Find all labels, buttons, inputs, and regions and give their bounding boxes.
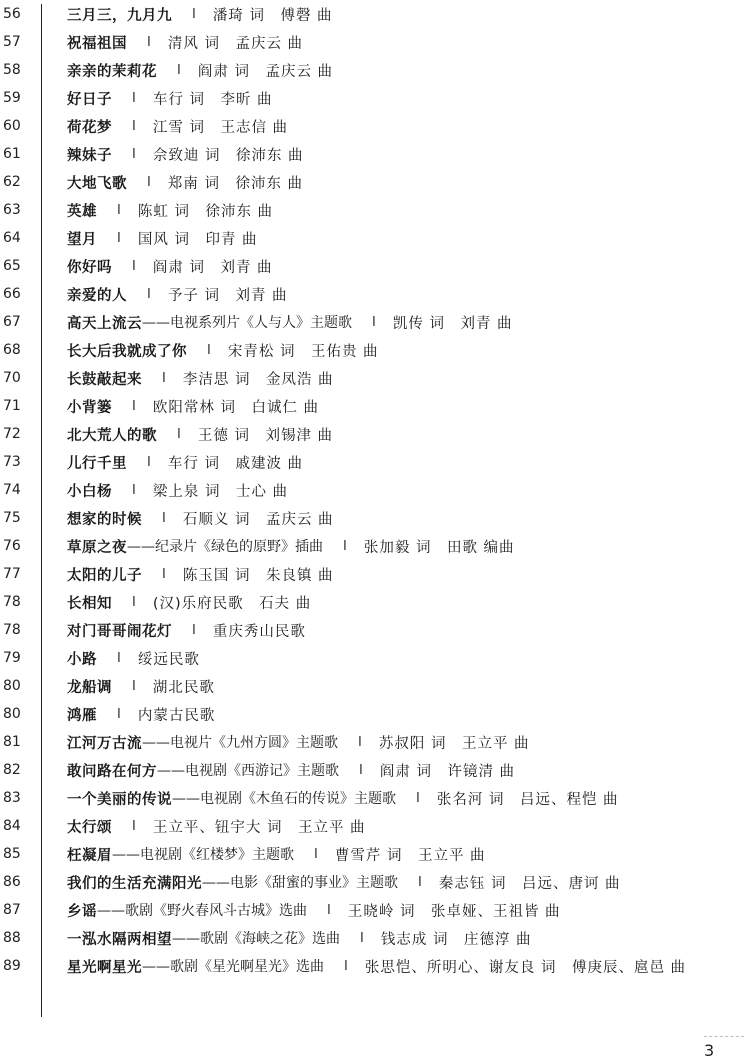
- song-credits: 内蒙古民歌: [137, 707, 216, 724]
- song-credits: 张思恺、所明心、谢友良 词 傅庚辰、扈邑 曲: [364, 959, 687, 976]
- song-title: 对门哥哥闹花灯: [67, 623, 172, 640]
- song-title: 一泓水隔两相望: [67, 931, 172, 948]
- song-credits: 曹雪芹 词 王立平 曲: [334, 847, 486, 864]
- separator-mark: Ⅰ: [372, 314, 376, 330]
- separator-mark: Ⅰ: [147, 286, 151, 302]
- entry-content: [67, 844, 486, 865]
- separator-mark: Ⅰ: [132, 118, 136, 134]
- entry-page-number: 73: [3, 454, 21, 470]
- song-title: 我们的生活充满阳光: [67, 875, 202, 892]
- toc-entry[interactable]: [0, 532, 740, 560]
- song-title: 望月: [67, 231, 97, 248]
- toc-entry[interactable]: [0, 504, 740, 532]
- entry-page-number: 68: [3, 342, 21, 358]
- separator-mark: Ⅰ: [162, 510, 166, 526]
- song-source: ——纪录片《绿色的原野》插曲: [127, 539, 323, 555]
- song-credits: 车行 词 戚建波 曲: [167, 455, 304, 472]
- song-title: 你好吗: [67, 259, 112, 276]
- separator-mark: Ⅰ: [132, 818, 136, 834]
- toc-entry[interactable]: [0, 420, 740, 448]
- song-title: 想家的时候: [67, 511, 142, 528]
- entry-content: [67, 284, 288, 305]
- entry-content: [67, 704, 215, 725]
- song-title: 一个美丽的传说: [67, 791, 172, 808]
- entry-content: [67, 900, 561, 921]
- song-credits: (汉)乐府民歌 石夫 曲: [152, 595, 312, 612]
- song-credits: 阎肃 词 孟庆云 曲: [197, 63, 334, 80]
- song-title: 小背篓: [67, 399, 112, 416]
- separator-mark: Ⅰ: [359, 762, 363, 778]
- separator-mark: Ⅰ: [314, 846, 318, 862]
- entry-content: [67, 648, 200, 669]
- song-credits: 张加毅 词 田歌 编曲: [363, 539, 515, 556]
- song-credits: 钱志成 词 庄德淳 曲: [380, 931, 532, 948]
- song-title: 长大后我就成了你: [67, 343, 187, 360]
- toc-entry[interactable]: [0, 644, 740, 672]
- song-title: 亲亲的茉莉花: [67, 63, 157, 80]
- toc-entry[interactable]: [0, 840, 740, 868]
- toc-entry[interactable]: [0, 756, 740, 784]
- song-title: 辣妹子: [67, 147, 112, 164]
- separator-mark: Ⅰ: [418, 874, 422, 890]
- separator-mark: Ⅰ: [147, 174, 151, 190]
- song-credits: 佘致迪 词 徐沛东 曲: [152, 147, 304, 164]
- song-title: 大地飞歌: [67, 175, 127, 192]
- song-source: ——电影《甜蜜的事业》主题歌: [202, 875, 398, 891]
- entry-content: [67, 340, 379, 361]
- song-credits: 江雪 词 王志信 曲: [152, 119, 289, 136]
- song-credits: 清风 词 孟庆云 曲: [167, 35, 304, 52]
- entry-content: [67, 424, 333, 445]
- entry-page-number: 86: [3, 874, 21, 890]
- entry-page-number: 56: [3, 6, 21, 22]
- toc-entry[interactable]: [0, 448, 740, 476]
- song-credits: 王立平、钮宇大 词 王立平 曲: [152, 819, 366, 836]
- entry-content: [67, 592, 311, 613]
- entry-content: [67, 620, 306, 641]
- separator-mark: Ⅰ: [132, 90, 136, 106]
- entry-content: [67, 760, 515, 781]
- entry-page-number: 59: [3, 90, 21, 106]
- song-credits: 车行 词 李昕 曲: [152, 91, 273, 108]
- toc-entry[interactable]: [0, 812, 740, 840]
- toc-entry[interactable]: [0, 588, 740, 616]
- song-title: 小路: [67, 651, 97, 668]
- song-credits: 王晓岭 词 张卓娅、王祖皆 曲: [347, 903, 561, 920]
- entry-content: [67, 32, 303, 53]
- song-credits: 石顺义 词 孟庆云 曲: [182, 511, 334, 528]
- separator-mark: Ⅰ: [207, 342, 211, 358]
- toc-entry[interactable]: [0, 700, 740, 728]
- entry-page-number: 77: [3, 566, 21, 582]
- separator-mark: Ⅰ: [162, 566, 166, 582]
- toc-entry[interactable]: [0, 308, 740, 336]
- song-title: 枉凝眉: [67, 847, 112, 864]
- separator-mark: Ⅰ: [147, 34, 151, 50]
- separator-mark: Ⅰ: [358, 734, 362, 750]
- entry-content: [67, 956, 686, 977]
- entry-content: [67, 60, 333, 81]
- entry-content: [67, 228, 258, 249]
- separator-mark: Ⅰ: [132, 146, 136, 162]
- entry-page-number: 72: [3, 426, 21, 442]
- entry-page-number: 78: [3, 622, 21, 638]
- toc-entry[interactable]: [0, 168, 740, 196]
- song-credits: 重庆秀山民歌: [212, 623, 306, 640]
- separator-mark: Ⅰ: [192, 6, 196, 22]
- toc-entry[interactable]: [0, 616, 740, 644]
- song-credits: 梁上泉 词 士心 曲: [152, 483, 289, 500]
- song-source: ——电视剧《红楼梦》主题歌: [112, 847, 294, 863]
- song-credits: 湖北民歌: [152, 679, 215, 696]
- entry-page-number: 84: [3, 818, 21, 834]
- entry-page-number: 65: [3, 258, 21, 274]
- entry-page-number: 81: [3, 734, 21, 750]
- separator-mark: Ⅰ: [117, 202, 121, 218]
- song-title: 荷花梦: [67, 119, 112, 136]
- separator-mark: Ⅰ: [117, 706, 121, 722]
- separator-mark: Ⅰ: [132, 398, 136, 414]
- page-number: 3: [704, 1041, 715, 1060]
- entry-content: [67, 452, 303, 473]
- separator-mark: Ⅰ: [360, 930, 364, 946]
- separator-mark: Ⅰ: [344, 958, 348, 974]
- song-credits: 予子 词 刘青 曲: [167, 287, 288, 304]
- toc-entry[interactable]: [0, 336, 740, 364]
- separator-mark: Ⅰ: [132, 678, 136, 694]
- song-credits: 王德 词 刘锡津 曲: [197, 427, 334, 444]
- entry-page-number: 89: [3, 958, 21, 974]
- entry-content: [67, 172, 303, 193]
- song-title: 长相知: [67, 595, 112, 612]
- song-title: 乡谣: [67, 903, 97, 920]
- entry-content: [67, 368, 334, 389]
- separator-mark: Ⅰ: [117, 650, 121, 666]
- song-source: ——电视剧《木鱼石的传说》主题歌: [172, 791, 396, 807]
- song-title: 英雄: [67, 203, 97, 220]
- entry-page-number: 67: [3, 314, 21, 330]
- song-title: 儿行千里: [67, 455, 127, 472]
- song-title: 亲爱的人: [67, 287, 127, 304]
- song-credits: 凯传 词 刘青 曲: [392, 315, 513, 332]
- entry-page-number: 83: [3, 790, 21, 806]
- song-credits: 苏叔阳 词 王立平 曲: [378, 735, 530, 752]
- entry-content: [67, 144, 304, 165]
- song-title: 鸿雁: [67, 707, 97, 724]
- song-title: 三月三，九月九: [67, 7, 172, 24]
- song-title: 小白杨: [67, 483, 112, 500]
- toc-entry[interactable]: [0, 924, 740, 952]
- toc-entry[interactable]: [0, 280, 740, 308]
- song-credits: 陈玉国 词 朱良镇 曲: [182, 567, 334, 584]
- song-credits: 郑南 词 徐沛东 曲: [167, 175, 304, 192]
- toc-entry[interactable]: [0, 392, 740, 420]
- entry-page-number: 76: [3, 538, 21, 554]
- song-title: 太行颂: [67, 819, 112, 836]
- song-title: 太阳的儿子: [67, 567, 142, 584]
- song-title: 北大荒人的歌: [67, 427, 157, 444]
- song-title: 长鼓敲起来: [67, 371, 142, 388]
- song-source: ——电视剧《西游记》主题歌: [157, 763, 339, 779]
- entry-page-number: 74: [3, 482, 21, 498]
- toc-entry[interactable]: [0, 560, 740, 588]
- toc-entry[interactable]: [0, 252, 740, 280]
- page-number-divider: [704, 1036, 744, 1037]
- entry-page-number: 88: [3, 930, 21, 946]
- toc-entry[interactable]: [0, 112, 740, 140]
- separator-mark: Ⅰ: [343, 538, 347, 554]
- toc-entry[interactable]: [0, 0, 740, 28]
- song-credits: 秦志钰 词 吕远、唐诃 曲: [438, 875, 621, 892]
- entry-content: [67, 396, 319, 417]
- entry-content: [67, 480, 288, 501]
- entry-page-number: 78: [3, 594, 21, 610]
- toc-entry[interactable]: [0, 364, 740, 392]
- entry-content: [67, 312, 513, 333]
- entry-content: [67, 872, 621, 893]
- separator-mark: Ⅰ: [416, 790, 420, 806]
- separator-mark: Ⅰ: [162, 370, 166, 386]
- toc-entry[interactable]: [0, 84, 740, 112]
- song-credits: 宋青松 词 王佑贵 曲: [227, 343, 379, 360]
- song-title: 好日子: [67, 91, 112, 108]
- toc-entry[interactable]: [0, 140, 740, 168]
- separator-mark: Ⅰ: [132, 594, 136, 610]
- toc-entry[interactable]: [0, 196, 740, 224]
- separator-mark: Ⅰ: [192, 622, 196, 638]
- toc-entry[interactable]: [0, 952, 740, 980]
- song-title: 敢问路在何方: [67, 763, 157, 780]
- separator-mark: Ⅰ: [117, 230, 121, 246]
- separator-mark: Ⅰ: [132, 258, 136, 274]
- song-credits: 潘琦 词 傅磬 曲: [212, 7, 333, 24]
- entry-page-number: 82: [3, 762, 21, 778]
- song-credits: 国风 词 印青 曲: [137, 231, 258, 248]
- song-source: ——歌剧《星光啊星光》选曲: [142, 959, 324, 975]
- toc-entry[interactable]: [0, 672, 740, 700]
- toc-entry[interactable]: [0, 896, 740, 924]
- entry-page-number: 85: [3, 846, 21, 862]
- entry-page-number: 61: [3, 146, 21, 162]
- song-title: 高天上流云: [67, 315, 142, 332]
- entry-page-number: 57: [3, 34, 21, 50]
- separator-mark: Ⅰ: [177, 62, 181, 78]
- toc-entry[interactable]: [0, 868, 740, 896]
- song-credits: 陈虹 词 徐沛东 曲: [137, 203, 274, 220]
- song-source: ——电视系列片《人与人》主题歌: [142, 315, 352, 331]
- song-title: 祝福祖国: [67, 35, 127, 52]
- entry-content: [67, 788, 619, 809]
- entry-page-number: 87: [3, 902, 21, 918]
- song-title: 星光啊星光: [67, 959, 142, 976]
- entry-page-number: 64: [3, 230, 21, 246]
- entry-page-number: 66: [3, 286, 21, 302]
- song-credits: 绥远民歌: [137, 651, 200, 668]
- entry-page-number: 60: [3, 118, 21, 134]
- entry-page-number: 62: [3, 174, 21, 190]
- song-source: ——歌剧《野火春风斗古城》选曲: [97, 903, 307, 919]
- toc-entry[interactable]: [0, 56, 740, 84]
- separator-mark: Ⅰ: [147, 454, 151, 470]
- toc-entry[interactable]: [0, 784, 740, 812]
- entry-page-number: 79: [3, 650, 21, 666]
- entry-content: [67, 508, 334, 529]
- entry-page-number: 75: [3, 510, 21, 526]
- entry-content: [67, 928, 532, 949]
- toc-entry[interactable]: [0, 28, 740, 56]
- song-credits: 欧阳常林 词 白诚仁 曲: [152, 399, 320, 416]
- separator-mark: Ⅰ: [327, 902, 331, 918]
- song-credits: 阎肃 词 刘青 曲: [152, 259, 273, 276]
- entry-page-number: 58: [3, 62, 21, 78]
- toc-entry[interactable]: [0, 728, 740, 756]
- entry-content: [67, 88, 273, 109]
- entry-content: [67, 732, 530, 753]
- song-source: ——电视片《九州方圆》主题歌: [142, 735, 338, 751]
- entry-page-number: 80: [3, 706, 21, 722]
- separator-mark: Ⅰ: [132, 482, 136, 498]
- entry-content: [67, 200, 273, 221]
- song-credits: 张名河 词 吕远、程恺 曲: [436, 791, 619, 808]
- song-credits: 李洁思 词 金凤浩 曲: [182, 371, 334, 388]
- entry-page-number: 71: [3, 398, 21, 414]
- toc-entry[interactable]: [0, 224, 740, 252]
- entry-page-number: 80: [3, 678, 21, 694]
- entry-page-number: 63: [3, 202, 21, 218]
- separator-mark: Ⅰ: [177, 426, 181, 442]
- song-credits: 阎肃 词 许镜清 曲: [379, 763, 516, 780]
- toc-entry[interactable]: [0, 476, 740, 504]
- entry-content: [67, 536, 515, 557]
- entry-content: [67, 816, 366, 837]
- song-title: 草原之夜: [67, 539, 127, 556]
- song-source: ——歌剧《海峡之花》选曲: [172, 931, 340, 947]
- entry-content: [67, 116, 288, 137]
- entry-page-number: 70: [3, 370, 21, 386]
- entry-content: [67, 4, 333, 25]
- entry-content: [67, 676, 215, 697]
- song-title: 龙船调: [67, 679, 112, 696]
- entry-content: [67, 256, 273, 277]
- song-title: 江河万古流: [67, 735, 142, 752]
- entry-content: [67, 564, 334, 585]
